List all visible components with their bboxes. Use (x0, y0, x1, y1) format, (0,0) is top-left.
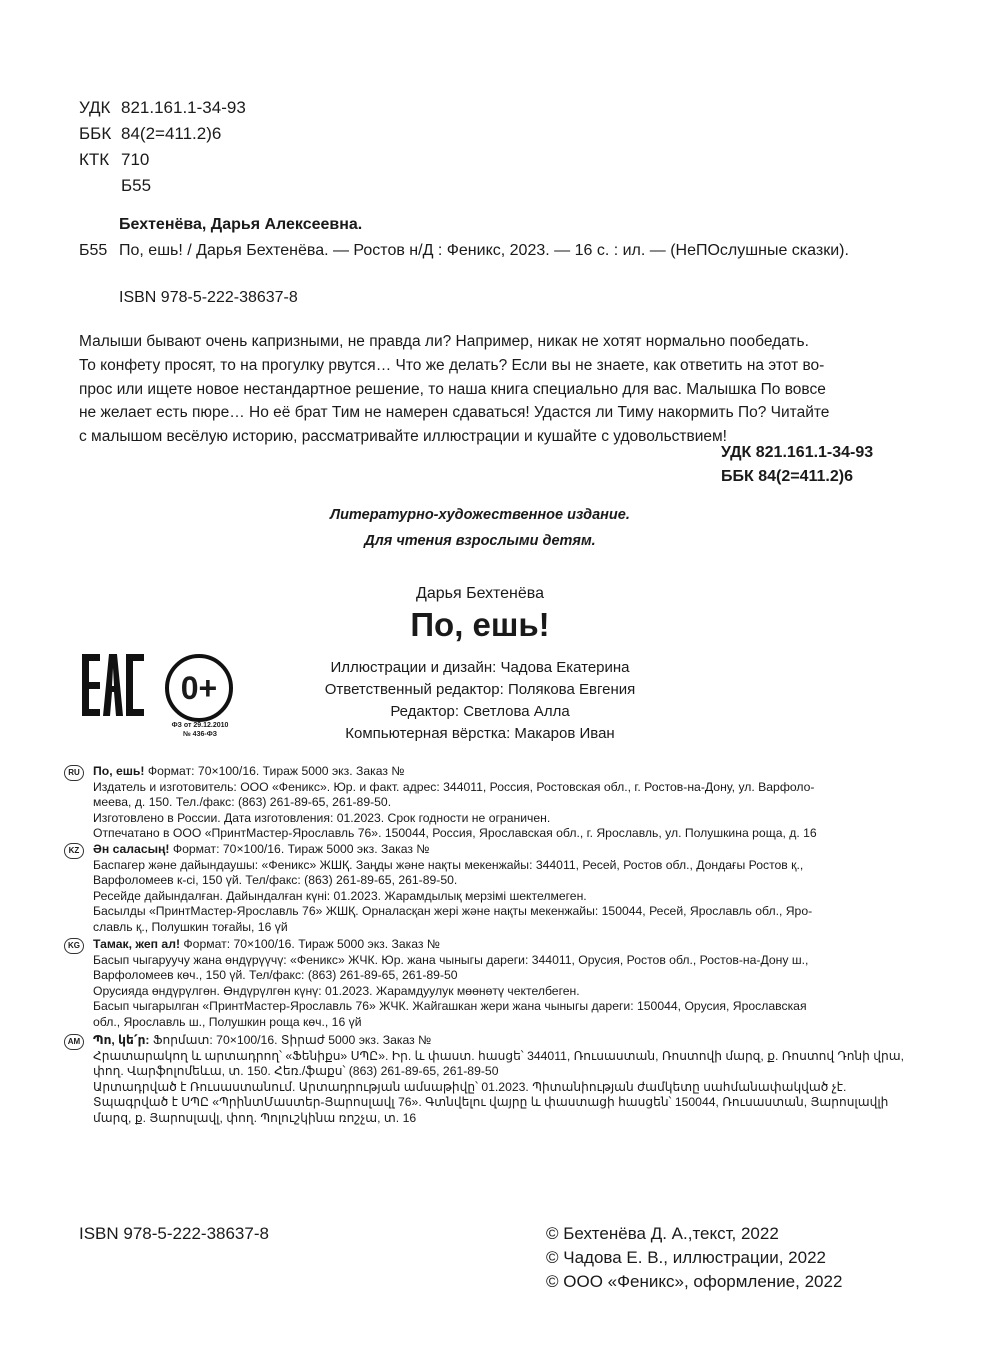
imprint-kz-title: Ән саласың! (93, 842, 170, 856)
imprint-am-title: Պո, կե՛ր: (93, 1033, 150, 1047)
ktk-row (79, 147, 246, 173)
lang-badge-kg: KG (64, 938, 84, 954)
author-sign-row (79, 173, 246, 199)
bib-description: По, ешь! / Дарья Бехтенёва. — Ростов н/Д : Феникс, 2023. — 16 с. : ил. — (НеПОслушные сказки). (119, 242, 849, 259)
copyright-design: © ООО «Феникс», оформление, 2022 (546, 1272, 843, 1291)
eac-logo (80, 652, 146, 718)
eac-mark-icon (80, 652, 146, 718)
book-author: Дарья Бехтенёва (416, 585, 544, 602)
imprint-ru-first: По, ешь! Формат: 70×100/16. Тираж 5000 экз. Заказ № (93, 764, 405, 778)
age-rating (163, 652, 235, 724)
udk-label: УДК (79, 98, 111, 117)
annotation (79, 330, 879, 449)
imprint-am-first: Պո, կե՛ր: Ֆորմատ: 70×100/16. Տիրաժ 5000 экз. Заказ № (93, 1033, 432, 1047)
copyright-illustrations: © Чадова Е. В., иллюстрации, 2022 (546, 1248, 826, 1267)
credit-illustrations: Иллюстрации и дизайн: Чадова Екатерина (330, 659, 630, 676)
udk-value: 821.161.1-34-93 (121, 98, 246, 117)
ktk-label: КТК (79, 150, 110, 169)
annotation-udk: УДК 821.161.1-34-93 (721, 444, 874, 461)
annotation-bbk: ББК 84(2=411.2)6 (721, 468, 853, 485)
ktk-value: 710 (121, 150, 150, 169)
credits (280, 657, 680, 745)
annotation-line: с малышом весёлую историю, рассматривайте иллюстрации и кушайте с удовольствием! (79, 428, 727, 446)
lang-badge-ru: RU (64, 765, 84, 781)
bib-isbn: ISBN 978-5-222-38637-8 (119, 289, 298, 306)
law-line-1: ФЗ от 29.12.2010 (171, 722, 229, 729)
imprint-kg: Тамак, жеп ал! Формат: 70×100/16. Тираж 5000 экз. Заказ № Басып чыгаруучу жана өндүрүүчү: «Феникс» ЖЧК. Юр. жана чыныгы дареги: 344011, Орусия, Ростов обл., Ростов-на-Дону ш., Варфоломеев көч., 150 үй. Тел/факс: (863) 261-89-65, 261-89-50 Орусияда өндүрүлгөн. Өндүрүлгөн күнү: 01.2023. Жарамдуулук мөөнөтү чектелбеген. Басып чыгарылган «ПринтМастер-Ярославль 76» ЖЧК. Жайгашкан жери жана чыныгы дареги: 150044, Орусия, Ярославская обл., Ярославль ш., Полушкин роща көч., 16 үй (93, 937, 809, 1029)
credit-editor: Редактор: Светлова Алла (390, 703, 570, 720)
bbk-value: 84(2=411.2)6 (121, 124, 222, 143)
footer-isbn: ISBN 978-5-222-38637-8 (79, 1224, 269, 1243)
age-rating-label: 0+ (180, 670, 218, 706)
imprint-kg-first: Тамак, жеп ал! Формат: 70×100/16. Тираж 5000 экз. Заказ № (93, 937, 440, 951)
copyright-block (546, 1222, 842, 1294)
genre-block (280, 502, 680, 554)
lang-badge-kz: KZ (64, 843, 84, 859)
bbk-row (79, 121, 246, 147)
copyright-text: © Бехтенёва Д. А.,текст, 2022 (546, 1224, 779, 1243)
author-sign: Б55 (121, 176, 152, 195)
imprint-kz: Ән саласың! Формат: 70×100/16. Тираж 5000 экз. Заказ № Баспагер және дайындаушы: «Феникс» ЖШҚ. Заңды және нақты мекенжайы: 344011, Ресей, Ростов обл., Дондағы Ростов қ., Варфоломеев к-сі, 150 үй. Тел/факс: (863) 261-89-65, 261-89-50. Ресейде дайындалған. Дайындалған күні: 01.2023. Жарамдылық мерзімі шектелмеген. Басылды «ПринтМастер-Ярославль 76» ЖШҚ. Орналасқан жері және нақты мекенжайы: 150044, Ресей, Ярославль обл., Яро- славль қ., Полушкин тоғайы, 16 үй (93, 842, 813, 934)
udk-row (79, 95, 246, 121)
book-title: По, ешь! (410, 606, 550, 643)
annotation-line: не желает есть пюре… Но её брат Тим не намерен сдаваться! Удастся ли Тиму накормить По? Читайте (79, 404, 830, 422)
classification-block (79, 95, 246, 199)
law-reference (150, 721, 250, 739)
imprint-ru: По, ешь! Формат: 70×100/16. Тираж 5000 экз. Заказ № Издатель и изготовитель: ООО «Феникс». Юр. и факт. адрес: 344011, Россия, Ростовская обл., г. Ростов-на-Дону, ул. Варфоло- меева, д. 150. Тел./факс: (863) 261-89-65, 261-89-50. Изготовлено в России. Дата изготовления: 01.2023. Срок годности не ограничен. Отпечатано в ООО «ПринтМастер-Ярославль 76». 150044, Россия, Ярославская обл., г. Ярославль, ул. Полушкина роща, д. 16 (93, 764, 817, 841)
bib-author: Бехтенёва, Дарья Алексеевна. (119, 216, 363, 233)
annotation-line: прос или ищете новое нестандартное решение, то наша книга специально для вас. Малышка По вовсе (79, 380, 826, 398)
bbk-label: ББК (79, 124, 112, 143)
annotation-line: Малыши бывают очень капризными, не правда ли? Например, никак не хотят нормально пообедать. (79, 333, 809, 350)
genre-line-1: Литературно-художественное издание. (330, 507, 630, 523)
credit-layout: Компьютерная вёрстка: Макаров Иван (345, 725, 615, 742)
bib-sign: Б55 (79, 242, 108, 259)
imprint-ru-title: По, ешь! (93, 764, 145, 778)
imprint-am: Պո, կե՛ր: Ֆորմատ: 70×100/16. Տիրաժ 5000 экз. Заказ № Հրատարակող և արտադրող՝ «Ֆենիքս» ՍՊԸ». Իր. և փաստ. հասցե՝ 344011, Ռուսաստան, Ռոստովի մարզ, ք. Ռոստով Դոնի վրա, փող. Վարֆոլոմեևա, տ. 150. Հեռ./ֆաքս՝ (863) 261-89-65, 261-89-50 Արտադրված է Ռուսաստանում. Արտադրության ամսաթիվը՝ 01.2023. Պիտանիության ժամկետը սահմանափակված չէ. Տպագրված է ՍՊԸ «ՊրինտՄաստեր-Յարոսլավլ 76». Գտնվելու վայրը և փաստացի հասցեն՝ 150044, Ռուսաստան, Յարոսլավլի մարզ, ք. Յարոսլավլ, փող. Պոլուշկինա ռոշչա, տ. 16 (93, 1033, 904, 1125)
lang-badge-am: AM (64, 1034, 84, 1050)
annotation-line: То конфету просят, то на прогулку рвутся… Что же делать? Если вы не знаете, как ответить на этот во- (79, 356, 825, 374)
law-line-2: № 436-ФЗ (182, 731, 218, 738)
imprint-kz-first: Ән саласың! Формат: 70×100/16. Тираж 5000 экз. Заказ № (93, 842, 430, 856)
genre-line-2: Для чтения взрослыми детям. (364, 533, 596, 549)
credit-editor-in-chief: Ответственный редактор: Полякова Евгения (324, 681, 636, 698)
imprint-kg-title: Тамак, жеп ал! (93, 937, 181, 951)
